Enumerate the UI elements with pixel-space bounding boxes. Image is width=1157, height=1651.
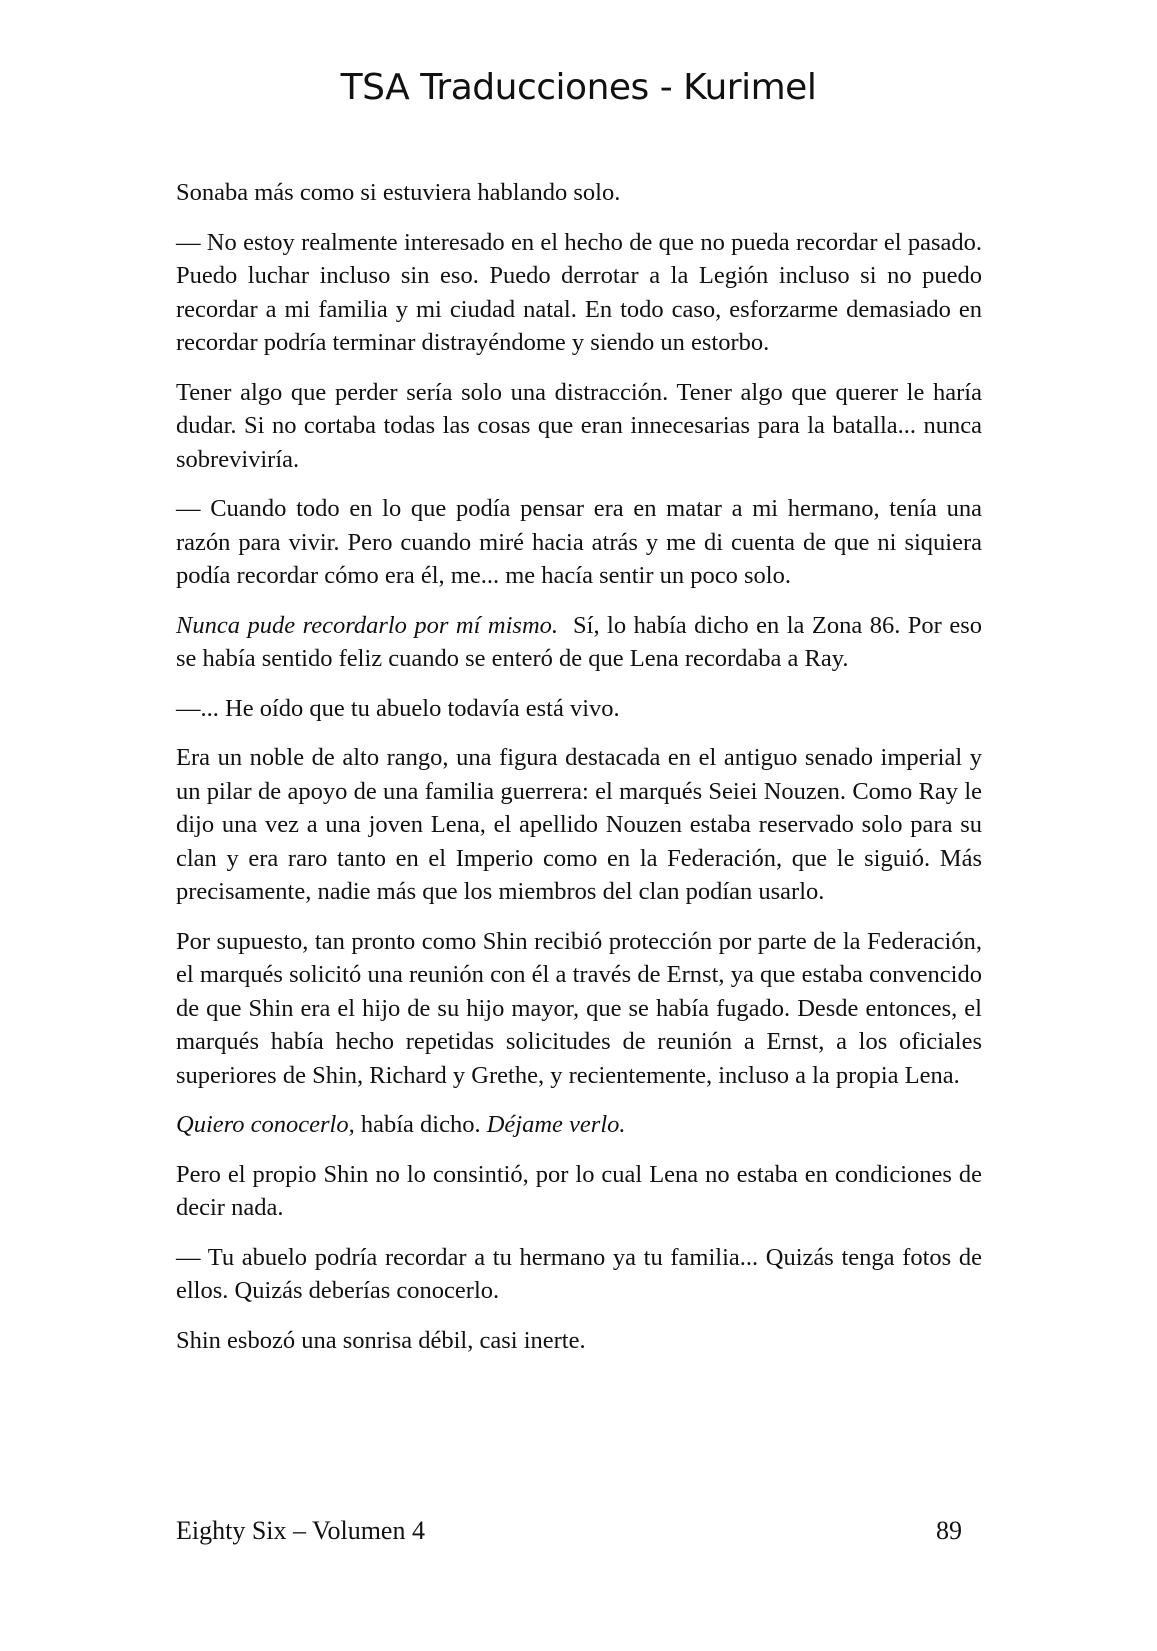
italic-quote: Quiero conocerlo, <box>176 1111 355 1138</box>
paragraph: Pero el propio Shin no lo consintió, por lo cual Lena no estaba en condiciones de decir nada. <box>176 1160 982 1221</box>
italic-thought: Nunca pude recordarlo por mí mismo. <box>176 611 559 639</box>
paragraph: — No estoy realmente interesado en el hecho de que no pueda recordar el pasado. Puedo luchar incluso sin eso. Puedo derrotar a la Legión incluso si no puedo recordar a mi familia y mi ciudad natal. En todo caso, esforzarme demasiado en recordar podría terminar distrayéndome y siendo un estorbo. <box>176 228 982 356</box>
paragraph: Sonaba más como si estuviera hablando solo. <box>176 179 621 206</box>
italic-quote: Déjame verlo. <box>486 1111 626 1138</box>
page-body <box>176 176 989 1373</box>
paragraph <box>176 1108 982 1142</box>
paragraph: —... He oído que tu abuelo todavía está vivo. <box>176 694 620 722</box>
footer-book-title: Eighty Six – Volumen 4 <box>176 1516 425 1545</box>
paragraph <box>176 609 989 676</box>
paragraph-text: había dicho. <box>354 1111 487 1138</box>
paragraph-text: Sí, lo había dicho en la Zona 86. Por eso se había sentido feliz cuando se enteró de que Lena recordaba a Ray. <box>176 611 989 672</box>
paragraph: — Cuando todo en lo que podía pensar era en matar a mi hermano, tenía una razón para vivir. Pero cuando miré hacia atrás y me di cuenta de que ni siquiera podía recordar cómo era él, me... me hacía sentir un poco solo. <box>176 495 982 589</box>
page-header-title: TSA Traducciones - Kurimel <box>340 67 817 108</box>
paragraph: Tener algo que perder sería solo una distracción. Tener algo que querer le haría dudar. Si no cortaba todas las cosas que eran innecesarias para la batalla... nunca sobreviviría. <box>176 378 982 473</box>
paragraph: Por supuesto, tan pronto como Shin recibió protección por parte de la Federación, el marqués solicitó una reunión con él a través de Ernst, ya que estaba convencido de que Shin era el hijo de su hijo mayor, que se había fugado. Desde entonces, el marqués había hecho repetidas solicitudes de reunión a Ernst, a los oficiales superiores de Shin, Richard y Grethe, y recientemente, incluso a la propia Lena. <box>176 927 982 1089</box>
paragraph: Shin esbozó una sonrisa débil, casi inerte. <box>176 1326 586 1354</box>
paragraph: — Tu abuelo podría recordar a tu hermano ya tu familia... Quizás tenga fotos de ellos. Quizás deberías conocerlo. <box>176 1243 982 1304</box>
page-number: 89 <box>936 1516 962 1545</box>
page-footer <box>176 1514 962 1548</box>
paragraph: Era un noble de alto rango, una figura destacada en el antiguo senado imperial y un pilar de apoyo de una familia guerrera: el marqués Seiei Nouzen. Como Ray le dijo una vez a una joven Lena, el apellido Nouzen estaba reservado solo para su clan y era raro tanto en el Imperio como en la Federación, que le siguió. Más precisamente, nadie más que los miembros del clan podían usarlo. <box>176 744 982 905</box>
